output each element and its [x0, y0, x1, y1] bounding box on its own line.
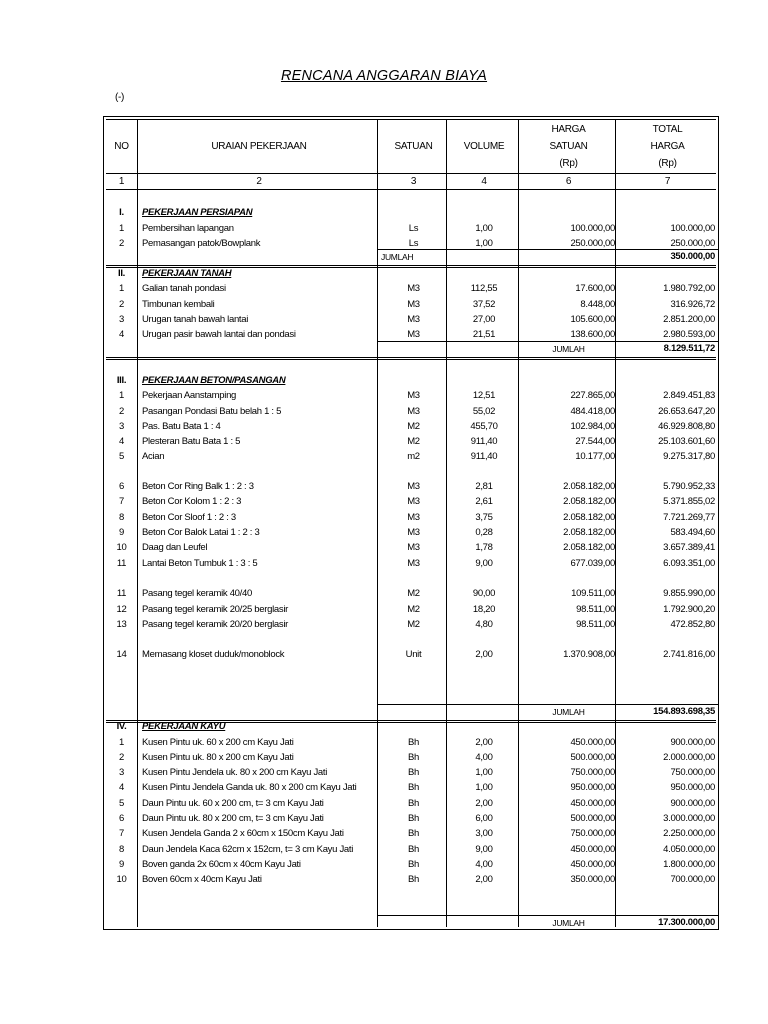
item-unit-price: 450.000,00	[570, 844, 615, 855]
item-no: 4	[119, 329, 124, 340]
colnum-2: 2	[256, 176, 262, 187]
item-description: Urugan pasir bawah lantai dan pondasi	[142, 329, 296, 340]
item-unit-price: 1.370.908,00	[563, 649, 615, 660]
section-number: IV.	[116, 721, 127, 732]
item-unit-price: 102.984,00	[570, 421, 615, 432]
item-unit: M3	[407, 299, 420, 310]
item-volume: 112,55	[470, 283, 498, 294]
document-title: RENCANA ANGGARAN BIAYA	[280, 68, 488, 84]
item-unit: m2	[407, 451, 420, 462]
item-unit: M3	[407, 329, 420, 340]
item-volume: 21,51	[472, 329, 496, 340]
header-harga-satuan-2: SATUAN	[549, 141, 588, 152]
item-no: 2	[119, 238, 124, 249]
jumlah-label: JUMLAH	[381, 252, 414, 262]
section-number: I.	[119, 207, 124, 218]
item-unit: Bh	[407, 782, 420, 793]
item-unit-price: 450.000,00	[570, 737, 615, 748]
item-unit: M2	[407, 588, 420, 599]
item-no: 10	[116, 874, 127, 885]
header-satuan: SATUAN	[394, 141, 433, 152]
item-unit-price: 2.058.182,00	[563, 496, 615, 507]
item-unit-price: 484.418,00	[570, 406, 615, 417]
item-unit-price: 2.058.182,00	[563, 481, 615, 492]
item-description: Plesteran Batu Bata 1 : 5	[142, 436, 241, 447]
item-unit: M3	[407, 314, 420, 325]
item-no: 1	[119, 223, 124, 234]
item-description: Beton Cor Sloof 1 : 2 : 3	[142, 512, 236, 523]
jumlah-total: 17.300.000,00	[658, 917, 715, 928]
item-total-price: 2.250.000,00	[663, 828, 715, 839]
item-no: 2	[119, 406, 124, 417]
item-description: Daun Pintu uk. 60 x 200 cm, t= 3 cm Kayu Jati	[142, 798, 324, 809]
item-unit-price: 17.600,00	[575, 283, 615, 294]
item-unit: M3	[407, 406, 420, 417]
item-unit-price: 109.511,00	[571, 588, 615, 599]
item-total-price: 1.980.792,00	[663, 283, 715, 294]
item-total-price: 26.653.647,20	[658, 406, 715, 417]
document-subtitle: (-)	[115, 92, 125, 103]
item-volume: 4,00	[475, 859, 493, 870]
item-volume: 1,78	[475, 542, 493, 553]
section-number: III.	[116, 375, 127, 386]
item-total-price: 900.000,00	[670, 737, 715, 748]
item-unit: M3	[407, 512, 420, 523]
item-description: Pas. Batu Bata 1 : 4	[142, 421, 221, 432]
item-total-price: 4.050.000,00	[663, 844, 715, 855]
item-description: Daag dan Leufel	[142, 542, 208, 553]
section-title: PEKERJAAN BETON/PASANGAN	[142, 375, 286, 386]
item-volume: 4,00	[475, 752, 493, 763]
item-volume: 911,40	[470, 436, 498, 447]
item-total-price: 750.000,00	[670, 767, 715, 778]
item-total-price: 100.000,00	[670, 223, 715, 234]
item-unit: M3	[407, 481, 420, 492]
item-no: 1	[119, 283, 124, 294]
item-total-price: 700.000,00	[670, 874, 715, 885]
budget-table	[103, 116, 719, 930]
item-no: 7	[119, 496, 124, 507]
item-volume: 2,00	[475, 798, 493, 809]
item-total-price: 2.851.200,00	[663, 314, 715, 325]
item-unit: M2	[407, 421, 420, 432]
item-description: Pembersihan lapangan	[142, 223, 234, 234]
item-description: Galian tanah pondasi	[142, 283, 226, 294]
item-no: 5	[119, 451, 124, 462]
item-no: 1	[119, 390, 124, 401]
item-unit: M3	[407, 542, 420, 553]
jumlah-total: 8.129.511,72	[663, 343, 715, 354]
colnum-3: 3	[410, 176, 417, 187]
item-total-price: 1.792.900,20	[663, 604, 715, 615]
item-volume: 4,80	[475, 619, 493, 630]
header-total-harga-2: HARGA	[650, 141, 685, 152]
jumlah-rule	[377, 341, 718, 342]
item-no: 2	[119, 299, 124, 310]
jumlah-rule	[377, 249, 718, 250]
item-unit-price: 500.000,00	[570, 752, 615, 763]
section-title: PEKERJAAN PERSIAPAN	[142, 207, 253, 218]
item-unit-price: 98.511,00	[576, 604, 615, 615]
jumlah-rule	[377, 704, 718, 705]
item-no: 2	[119, 752, 124, 763]
item-description: Beton Cor Balok Latai 1 : 2 : 3	[142, 527, 260, 538]
item-unit-price: 500.000,00	[570, 813, 615, 824]
item-total-price: 3.657.389,41	[663, 542, 715, 553]
item-volume: 2,81	[475, 481, 493, 492]
item-unit: Bh	[407, 752, 420, 763]
jumlah-label: JUMLAH	[552, 918, 585, 928]
item-unit-price: 350.000,00	[570, 874, 615, 885]
item-description: Boven ganda 2x 60cm x 40cm Kayu Jati	[142, 859, 301, 870]
section-title: PEKERJAAN TANAH	[142, 268, 232, 279]
item-unit: M3	[407, 496, 420, 507]
item-unit: Unit	[405, 649, 422, 660]
item-unit: M3	[407, 527, 420, 538]
colnum-7: 7	[664, 176, 671, 187]
item-unit: M3	[407, 390, 420, 401]
item-description: Pemasangan patok/Bowplank	[142, 238, 261, 249]
item-unit-price: 2.058.182,00	[563, 527, 615, 538]
item-description: Lantai Beton Tumbuk 1 : 3 : 5	[142, 558, 258, 569]
item-total-price: 2.849.451,83	[663, 390, 715, 401]
item-no: 3	[119, 767, 124, 778]
item-no: 4	[119, 782, 124, 793]
item-no: 11	[116, 588, 127, 599]
item-description: Kusen Pintu uk. 60 x 200 cm Kayu Jati	[142, 737, 294, 748]
item-description: Daun Jendela Kaca 62cm x 152cm, t= 3 cm Kayu Jati	[142, 844, 354, 855]
item-unit: Ls	[408, 238, 419, 249]
item-unit-price: 138.600,00	[570, 329, 615, 340]
item-unit-price: 677.039,00	[570, 558, 615, 569]
header-no: NO	[114, 141, 129, 152]
item-total-price: 250.000,00	[670, 238, 715, 249]
item-total-price: 950.000,00	[670, 782, 715, 793]
item-unit-price: 2.058.182,00	[563, 542, 615, 553]
item-description: Pasang tegel keramik 20/25 berglasir	[142, 604, 289, 615]
section-number: II.	[117, 268, 126, 279]
item-description: Beton Cor Ring Balk 1 : 2 : 3	[142, 481, 254, 492]
item-total-price: 472.852,80	[670, 619, 715, 630]
item-unit-price: 10.177,00	[575, 451, 615, 462]
item-volume: 1,00	[475, 238, 493, 249]
item-unit-price: 750.000,00	[570, 828, 615, 839]
item-total-price: 2.741.816,00	[663, 649, 715, 660]
item-unit: Bh	[407, 874, 420, 885]
item-volume: 911,40	[470, 451, 498, 462]
item-no: 14	[116, 649, 127, 660]
item-description: Kusen Pintu uk. 80 x 200 cm Kayu Jati	[142, 752, 294, 763]
item-volume: 1,00	[475, 767, 493, 778]
section-title: PEKERJAAN KAYU	[142, 721, 226, 732]
item-no: 3	[119, 314, 124, 325]
item-total-price: 900.000,00	[670, 798, 715, 809]
item-volume: 455,70	[470, 421, 498, 432]
item-unit-price: 98.511,00	[576, 619, 615, 630]
item-volume: 2,00	[475, 737, 493, 748]
item-unit-price: 27.544,00	[575, 436, 615, 447]
header-total-harga-1: TOTAL	[652, 124, 683, 135]
item-description: Acian	[142, 451, 165, 462]
item-description: Kusen Pintu Jendela Ganda uk. 80 x 200 cm Kayu Jati	[142, 782, 357, 793]
jumlah-label: JUMLAH	[552, 707, 585, 717]
header-harga-satuan-3: (Rp)	[559, 158, 578, 169]
item-description: Kusen Pintu Jendela uk. 80 x 200 cm Kayu Jati	[142, 767, 328, 778]
item-description: Urugan tanah bawah lantai	[142, 314, 249, 325]
item-unit: Bh	[407, 767, 420, 778]
item-unit: Bh	[407, 859, 420, 870]
item-unit: M2	[407, 604, 420, 615]
item-unit: Bh	[407, 798, 420, 809]
jumlah-total: 350.000,00	[670, 251, 715, 262]
item-unit-price: 8.448,00	[580, 299, 615, 310]
item-total-price: 5.371.855,02	[663, 496, 715, 507]
item-volume: 9,00	[475, 558, 493, 569]
item-total-price: 5.790.952,33	[663, 481, 715, 492]
item-total-price: 3.000.000,00	[663, 813, 715, 824]
colnum-rule	[106, 189, 716, 190]
item-no: 5	[119, 798, 124, 809]
item-total-price: 7.721.269,77	[663, 512, 715, 523]
item-volume: 37,52	[472, 299, 496, 310]
jumlah-label: JUMLAH	[552, 344, 585, 354]
item-total-price: 1.800.000,00	[663, 859, 715, 870]
item-volume: 27,00	[472, 314, 496, 325]
item-unit: Ls	[408, 223, 419, 234]
jumlah-rule	[377, 915, 718, 916]
item-unit: M3	[407, 283, 420, 294]
item-unit: Bh	[407, 828, 420, 839]
item-unit: M2	[407, 436, 420, 447]
item-total-price: 2.000.000,00	[663, 752, 715, 763]
colnum-4: 4	[481, 176, 487, 187]
item-no: 1	[119, 737, 124, 748]
item-total-price: 46.929.808,80	[658, 421, 715, 432]
item-volume: 2,61	[475, 496, 493, 507]
item-unit: M3	[407, 558, 420, 569]
item-volume: 9,00	[475, 844, 493, 855]
item-volume: 0,28	[475, 527, 493, 538]
item-volume: 12,51	[472, 390, 496, 401]
item-no: 6	[119, 813, 124, 824]
colnum-6: 6	[565, 176, 572, 187]
item-total-price: 316.926,72	[670, 299, 715, 310]
item-total-price: 9.855.990,00	[663, 588, 715, 599]
item-description: Pekerjaan Aanstamping	[142, 390, 237, 401]
item-unit-price: 250.000,00	[570, 238, 615, 249]
item-total-price: 583.494,60	[670, 527, 715, 538]
item-no: 12	[116, 604, 127, 615]
item-volume: 18,20	[472, 604, 496, 615]
item-no: 6	[119, 481, 124, 492]
item-description: Memasang kloset duduk/monoblock	[142, 649, 285, 660]
colnum-1: 1	[118, 176, 125, 187]
item-unit: Bh	[407, 813, 420, 824]
item-unit-price: 450.000,00	[570, 859, 615, 870]
item-unit-price: 100.000,00	[570, 223, 615, 234]
section-divider	[106, 357, 716, 360]
item-no: 9	[119, 527, 124, 538]
header-uraian: URAIAN PEKERJAAN	[211, 141, 307, 152]
item-unit-price: 227.865,00	[570, 390, 615, 401]
item-no: 7	[119, 828, 124, 839]
item-description: Pasangan Pondasi Batu belah 1 : 5	[142, 406, 282, 417]
item-unit-price: 950.000,00	[570, 782, 615, 793]
item-unit-price: 105.600,00	[570, 314, 615, 325]
item-unit: M2	[407, 619, 420, 630]
item-unit-price: 2.058.182,00	[563, 512, 615, 523]
item-volume: 1,00	[475, 782, 493, 793]
item-no: 13	[116, 619, 127, 630]
item-description: Kusen Jendela Ganda 2 x 60cm x 150cm Kayu Jati	[142, 828, 344, 839]
item-unit-price: 750.000,00	[570, 767, 615, 778]
item-description: Pasang tegel keramik 20/20 berglasir	[142, 619, 289, 630]
item-total-price: 25.103.601,60	[658, 436, 715, 447]
header-total-harga-3: (Rp)	[658, 158, 677, 169]
item-volume: 2,00	[475, 649, 493, 660]
item-unit-price: 450.000,00	[570, 798, 615, 809]
item-unit: Bh	[407, 737, 420, 748]
header-rule	[106, 173, 716, 174]
item-volume: 2,00	[475, 874, 493, 885]
header-volume: VOLUME	[463, 141, 505, 152]
item-no: 10	[116, 542, 127, 553]
item-description: Timbunan kembali	[142, 299, 215, 310]
item-description: Beton Cor Kolom 1 : 2 : 3	[142, 496, 242, 507]
item-volume: 55,02	[472, 406, 496, 417]
header-harga-satuan-1: HARGA	[551, 124, 586, 135]
item-description: Boven 60cm x 40cm Kayu Jati	[142, 874, 262, 885]
item-total-price: 6.093.351,00	[663, 558, 715, 569]
item-no: 9	[119, 859, 124, 870]
item-description: Pasang tegel keramik 40/40	[142, 588, 252, 599]
item-no: 8	[119, 512, 124, 523]
item-no: 4	[119, 436, 124, 447]
item-volume: 3,75	[475, 512, 493, 523]
item-description: Daun Pintu uk. 80 x 200 cm, t= 3 cm Kayu Jati	[142, 813, 324, 824]
item-volume: 6,00	[475, 813, 493, 824]
item-unit: Bh	[407, 844, 420, 855]
item-volume: 1,00	[475, 223, 493, 234]
item-no: 11	[116, 558, 127, 569]
item-volume: 3,00	[475, 828, 493, 839]
table-inner-border	[106, 119, 716, 120]
item-volume: 90,00	[472, 588, 496, 599]
jumlah-total: 154.893.698,35	[653, 706, 715, 717]
item-total-price: 9.275.317,80	[663, 451, 715, 462]
item-no: 8	[119, 844, 124, 855]
item-no: 3	[119, 421, 124, 432]
item-total-price: 2.980.593,00	[663, 329, 715, 340]
